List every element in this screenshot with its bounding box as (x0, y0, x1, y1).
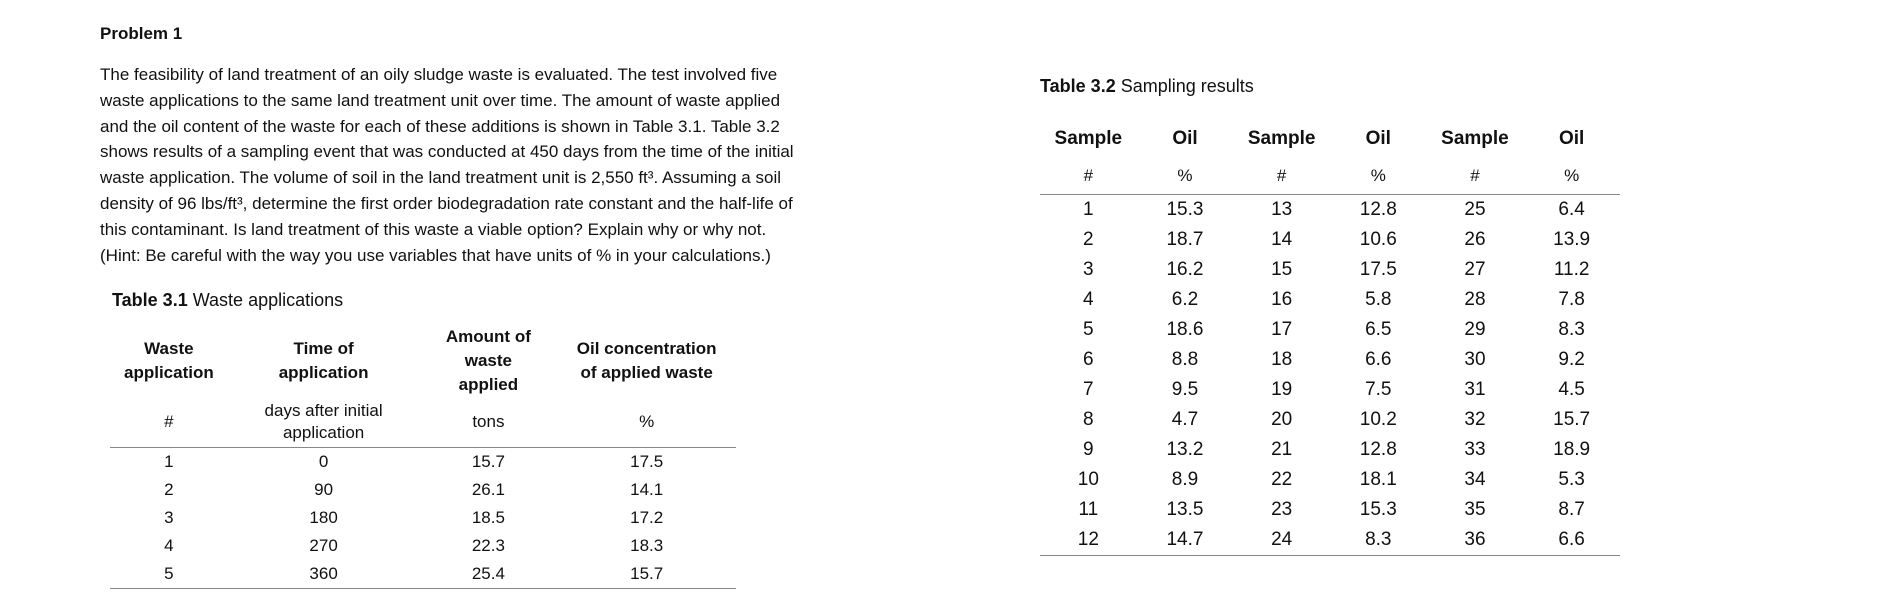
table32-row (1040, 315, 1620, 345)
table31-cell: 22.3 (471, 536, 505, 555)
table31-cell: 17.5 (630, 452, 664, 471)
table32-cell: 10 (1077, 469, 1099, 490)
table32-cell: 8.3 (1330, 525, 1427, 556)
table32-row (1040, 465, 1620, 495)
table32-cell: 25 (1464, 199, 1486, 220)
table32-row (1040, 195, 1620, 226)
table32-cell: 8.7 (1558, 499, 1585, 520)
problem-line: shows results of a sampling event that was conducted at 450 days from the time of the initial (100, 142, 794, 162)
table32-cell: 19 (1271, 379, 1293, 400)
table31-unit: # (110, 397, 228, 448)
table32-cell: 34 (1464, 469, 1486, 490)
table32-row (1040, 495, 1620, 525)
table32-cell: 9 (1083, 439, 1094, 460)
table32-cell: 21 (1271, 439, 1293, 460)
table31-cell: 18.3 (630, 536, 664, 555)
table32-cell: 17 (1271, 319, 1293, 340)
table32-cell: 1 (1083, 199, 1094, 220)
table32-row (1040, 375, 1620, 405)
table32-header: Sample (1247, 128, 1316, 149)
table32-cell: 18.6 (1166, 319, 1204, 340)
table32-row (1040, 225, 1620, 255)
table31-header: Waste application (124, 339, 214, 382)
table32-cell: 8.8 (1171, 349, 1199, 370)
table32-cell: 6 (1083, 349, 1094, 370)
problem-line: waste application. The volume of soil in the land treatment unit is 2,550 ft³. Assuming a soil (100, 168, 781, 188)
table31-cell: 180 (309, 508, 338, 527)
table32-cell: 13.2 (1166, 439, 1204, 460)
table32-cell: 5.3 (1558, 469, 1585, 490)
table31-cell: 26.1 (471, 480, 505, 499)
table32-cell: 30 (1464, 349, 1486, 370)
table32-cell: 6.6 (1523, 525, 1620, 556)
table32-row (1040, 255, 1620, 285)
problem-line: The feasibility of land treatment of an oily sludge waste is evaluated. The test involved five (100, 65, 778, 84)
table32-cell: 13 (1271, 199, 1293, 220)
table32-header: Sample (1441, 128, 1509, 149)
table31-cell: 5 (110, 560, 228, 589)
table31-caption-label: Table 3.1 (112, 290, 188, 310)
table31-cell: 2 (164, 480, 174, 499)
table32-cell: 4.5 (1558, 379, 1585, 400)
table32-header: Oil (1558, 128, 1585, 149)
table31-header: Amount of waste applied (445, 327, 531, 394)
table32-unit: # (1233, 158, 1330, 195)
table32-header: Oil (1365, 128, 1391, 149)
table31-cell: 25.4 (419, 560, 557, 589)
table32-cell: 29 (1464, 319, 1486, 340)
table31-row (110, 476, 736, 504)
problem-line: density of 96 lbs/ft³, determine the first order biodegradation rate constant and the half-life of (100, 193, 793, 213)
table32-cell: 6.4 (1558, 199, 1585, 220)
table32-unit: % (1330, 158, 1427, 195)
table31-cell: 15.7 (471, 452, 505, 471)
table31-cell: 90 (314, 480, 334, 499)
table32-cell: 8 (1083, 409, 1094, 430)
table32-cell: 16.2 (1166, 259, 1204, 280)
table32-cell: 7.5 (1365, 379, 1392, 400)
table31-header: Oil concentration of applied waste (576, 339, 717, 382)
table32-cell: 20 (1271, 409, 1293, 430)
table32-unit: # (1427, 158, 1524, 195)
table32-cell: 12.8 (1359, 199, 1397, 220)
table32-cell: 18.1 (1359, 469, 1397, 490)
table32-header: Oil (1172, 128, 1198, 149)
table32-cell: 14 (1271, 229, 1293, 250)
problem-title: Problem 1 (100, 24, 183, 43)
table32-caption-label: Table 3.2 (1040, 76, 1116, 96)
table32-cell: 28 (1464, 289, 1486, 310)
table32-cell: 27 (1464, 259, 1486, 280)
table31-cell: 17.2 (630, 508, 664, 527)
table31-caption (112, 290, 343, 311)
table32-cell: 3 (1083, 259, 1094, 280)
table32-cell: 6.2 (1171, 289, 1199, 310)
table32-cell: 15.3 (1166, 199, 1204, 220)
problem-statement (100, 62, 860, 268)
table32-cell: 13.5 (1166, 499, 1204, 520)
table31-unit: days after initial application (228, 397, 420, 448)
table32-cell: 5 (1083, 319, 1094, 340)
table32-cell: 36 (1427, 525, 1524, 556)
table32-cell: 5.8 (1365, 289, 1392, 310)
problem-line: (Hint: Be careful with the way you use variables that have units of % in your calculations.) (100, 245, 771, 265)
table32-cell: 22 (1271, 469, 1293, 490)
table32-cell: 4.7 (1171, 409, 1199, 430)
table31-cell: 14.1 (630, 480, 664, 499)
table32-cell: 26 (1464, 229, 1486, 250)
table31-cell: 18.5 (471, 508, 505, 527)
table31-cell: 15.7 (557, 560, 736, 589)
table32-cell: 31 (1464, 379, 1486, 400)
table31-cell: 4 (164, 536, 174, 555)
table32-cell: 9.2 (1558, 349, 1585, 370)
table31-cell: 1 (164, 452, 174, 471)
table32-row (1040, 405, 1620, 435)
table32-unit: % (1137, 158, 1234, 195)
table32-row (1040, 525, 1620, 556)
table32-row (1040, 435, 1620, 465)
table32-cell: 4 (1083, 289, 1094, 310)
table32-cell: 12.8 (1359, 439, 1397, 460)
table32-unit: % (1523, 158, 1620, 195)
table32-cell: 13.9 (1553, 229, 1591, 250)
table31-row (110, 504, 736, 532)
table32-header: Sample (1054, 128, 1123, 149)
table31-row (110, 560, 736, 589)
sampling-results-table (1040, 120, 1620, 556)
table32-cell: 17.5 (1359, 259, 1397, 280)
table32-cell: 7.8 (1558, 289, 1585, 310)
problem-line: this contaminant. Is land treatment of this waste a viable option? Explain why or why not. (100, 219, 767, 239)
table32-cell: 2 (1083, 229, 1094, 250)
table31-unit: % (557, 397, 736, 448)
table32-cell: 10.2 (1359, 409, 1397, 430)
table32-caption-text: Sampling results (1120, 76, 1254, 96)
table31-caption-text: Waste applications (192, 290, 344, 310)
table32-cell: 24 (1233, 525, 1330, 556)
table32-cell: 14.7 (1137, 525, 1234, 556)
table32-cell: 10.6 (1359, 229, 1397, 250)
problem-line: and the oil content of the waste for each of these additions is shown in Table 3.1. Table 3.2 (100, 116, 780, 136)
table32-cell: 6.6 (1365, 349, 1392, 370)
table32-cell: 32 (1464, 409, 1486, 430)
table31-unit: tons (419, 397, 557, 448)
table32-cell: 15.7 (1553, 409, 1591, 430)
table32-cell: 18.9 (1553, 439, 1591, 460)
table32-cell: 12 (1040, 525, 1137, 556)
table31-header: Time of application (278, 339, 369, 382)
table32-cell: 35 (1464, 499, 1486, 520)
table32-cell: 7 (1083, 379, 1094, 400)
table32-cell: 15.3 (1359, 499, 1397, 520)
table32-cell: 16 (1271, 289, 1293, 310)
table31-cell: 0 (318, 452, 329, 471)
table31-cell: 3 (164, 508, 174, 527)
problem-line: waste applications to the same land treatment unit over time. The amount of waste applied (100, 90, 781, 110)
table32-unit: # (1040, 158, 1137, 195)
table32-cell: 8.9 (1171, 469, 1199, 490)
table31-cell: 270 (309, 536, 338, 555)
table32-cell: 6.5 (1365, 319, 1392, 340)
table31-row (110, 448, 736, 477)
table32-cell: 11 (1078, 499, 1099, 520)
table32-cell: 9.5 (1171, 379, 1199, 400)
table32-caption (1040, 76, 1254, 97)
table32-cell: 33 (1464, 439, 1486, 460)
table32-cell: 11.2 (1553, 259, 1590, 280)
table32-row (1040, 285, 1620, 315)
table32-cell: 8.3 (1558, 319, 1585, 340)
table32-row (1040, 345, 1620, 375)
table31-cell: 360 (228, 560, 420, 589)
table31-row (110, 532, 736, 560)
table32-cell: 18 (1271, 349, 1293, 370)
table32-cell: 15 (1271, 259, 1293, 280)
table32-cell: 23 (1271, 499, 1293, 520)
waste-applications-table (110, 325, 736, 589)
table32-cell: 18.7 (1166, 229, 1204, 250)
